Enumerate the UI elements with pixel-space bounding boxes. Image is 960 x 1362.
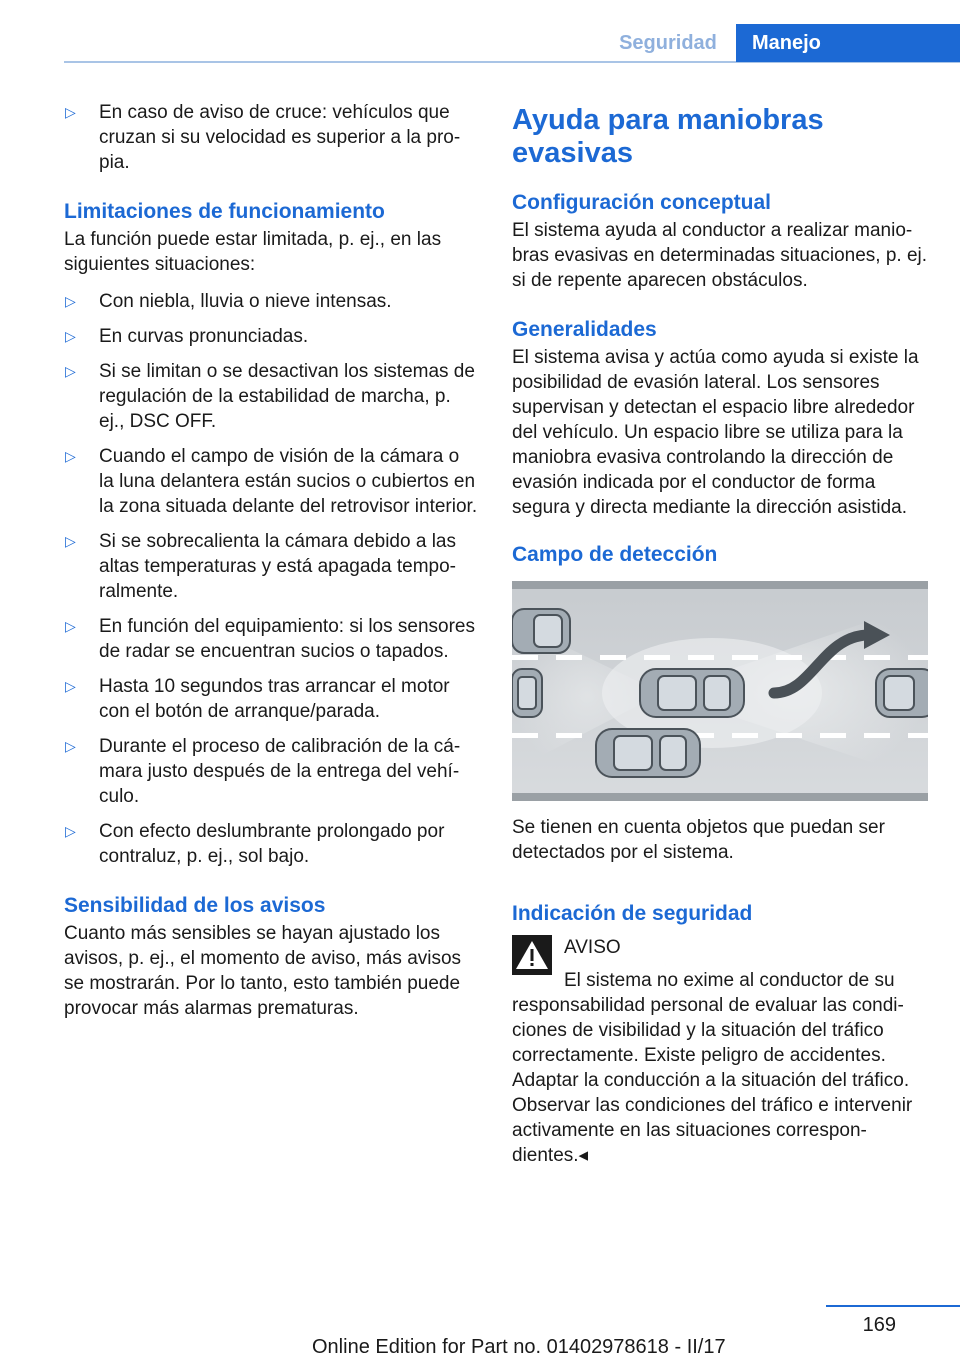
warning-triangle-icon [512, 935, 552, 975]
list-item: ▷ Con efecto deslumbrante prolongado por contraluz, p. ej., sol bajo. [65, 821, 445, 867]
warning-label: AVISO [564, 937, 621, 958]
limitations-list [64, 289, 478, 869]
paragraph: La función puede estar limitada, p. ej., en las siguientes situaciones: [64, 229, 442, 275]
page-number: 169 [862, 1314, 896, 1336]
paragraph: El sistema ayuda al conductor a realizar maniobras evasivas en determinadas situaciones, p. ej. si de repente aparecen obstáculos. [512, 220, 928, 291]
paragraph: Se tienen en cuenta objetos que puedan ser detectados por el sistema. [512, 817, 885, 863]
list-item: ▷ Cuando el campo de visión de la cámara o la luna delantera están sucios o cubiertos en la zona situada delante del retrovisor interior. [65, 446, 478, 517]
list-item: ▷ Si se sobrecalienta la cámara debido a las altas temperaturas y está apagada temporalmente. [65, 531, 456, 602]
triangle-right-icon: ▷ [65, 533, 76, 549]
page-title: Ayuda para maniobras evasivas [512, 104, 824, 169]
triangle-right-icon: ▷ [65, 328, 76, 344]
triangle-right-icon: ▷ [65, 823, 76, 839]
list-item: ▷ En curvas pronunciadas. [65, 326, 309, 347]
left-column [64, 100, 478, 1033]
triangle-right-icon: ▷ [65, 363, 76, 379]
list-item: ▷ Hasta 10 segundos tras arrancar el motor con el botón de arranque/parada. [65, 676, 450, 722]
triangle-right-icon: ▷ [65, 104, 76, 120]
section-heading-limitaciones: Limitaciones de funcionamiento [64, 200, 385, 223]
car-icon [512, 609, 570, 653]
header-section-manejo: Manejo [736, 24, 960, 62]
paragraph: Cuanto más sensibles se hayan ajustado los avisos, p. ej., el momento de aviso, más avisos se mostrarán. Por lo tanto, esto también puede provocar más alarmas prematuras. [64, 923, 462, 1019]
section-heading-seguridad: Indicación de seguridad [512, 902, 753, 925]
list-item: ▷ En caso de aviso de cruce: vehículos que cruzan si su velocidad es superior a la propia. [65, 102, 461, 173]
list-item: ▷ Durante el proceso de calibración de la cámara justo después de la entrega del vehículo. [65, 736, 461, 807]
list-item: ▷ Con niebla, lluvia o nieve intensas. [65, 291, 392, 312]
triangle-right-icon: ▷ [65, 293, 76, 309]
car-icon [512, 669, 542, 717]
triangle-right-icon: ▷ [65, 448, 76, 464]
triangle-right-icon: ▷ [65, 678, 76, 694]
car-icon [640, 669, 744, 717]
section-heading-configuracion: Configuración conceptual [512, 191, 772, 214]
section-heading-campo: Campo de detección [512, 543, 718, 566]
section-heading-sensibilidad: Sensibilidad de los avisos [64, 894, 326, 917]
edition-text: Online Edition for Part no. 01402978618 - II/17 [312, 1336, 726, 1358]
right-column [512, 100, 932, 1168]
detection-field-illustration [512, 581, 928, 801]
list-item: ▷ Si se limitan o se desactivan los sistemas de regulación de la estabilidad de marcha, p. ej., DSC OFF. [65, 361, 475, 432]
header-section-seguridad: Seguridad [619, 32, 717, 54]
section-heading-generalidades: Generalidades [512, 318, 657, 341]
warning-block [512, 929, 932, 1168]
road-diagram [512, 581, 928, 801]
list-item: ▷ En función del equipamiento: si los sensores de radar se encuentran sucios o tapados. [65, 616, 476, 662]
triangle-right-icon: ▷ [65, 738, 76, 754]
car-icon [876, 669, 928, 717]
car-icon [596, 729, 700, 777]
footer-rule [826, 1305, 960, 1307]
triangle-right-icon: ▷ [65, 618, 76, 634]
paragraph: El sistema avisa y actúa como ayuda si existe la posibilidad de evasión lateral. Los sensores supervisan y detectan el espacio libre alrededor del vehículo. Un espacio libre se utiliza para la maniobra evasiva controlando la dirección de evasión indicada por el conductor de forma segura y directa mediante la dirección asistida. [512, 347, 919, 518]
warning-text: El sistema no exime al conductor de su responsabilidad personal de evaluar las condiciones de visibilidad y la situación del tráfico correctamente. Existe peligro de accidentes. Adaptar la conducción a la situación del tráfico. Observar las condiciones del tráfico e intervenir activamente en las situaciones correspondientes.◂ [512, 970, 913, 1166]
